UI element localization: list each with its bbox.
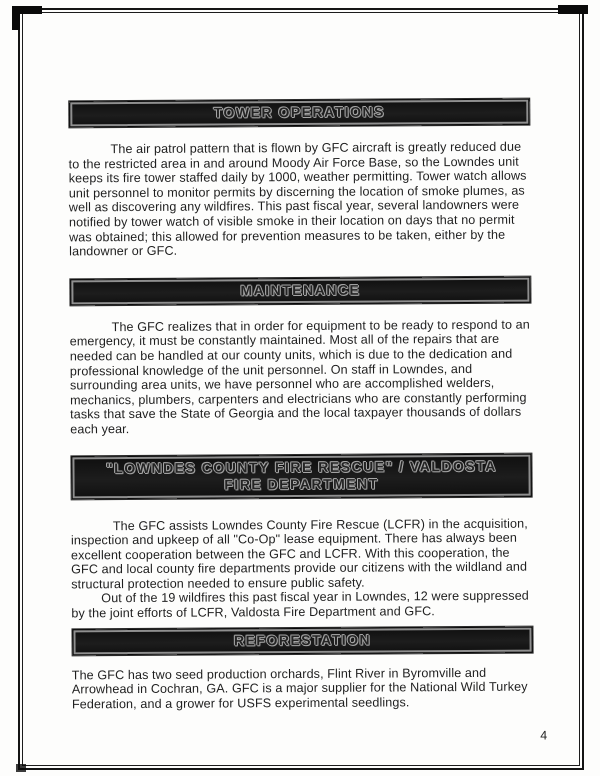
paragraph: The GFC has two seed production orchards, Flint River in Byromville and Arrowhead in Cochran, GA. GFC is a major supplier for the National Wild Turkey Federation, and a grower for USFS experimental seedlings.	[71, 665, 528, 712]
section-title: REFORESTATION	[233, 631, 372, 649]
section-header-banner	[72, 626, 532, 655]
paragraph: The GFC realizes that in order for equipment to be ready to respond to an emergency, it must be constantly maintained. Most all of the repairs that are needed can be handled at our county units, which is due to the dedication and professional knowledge of the unit personnel. On staff in Lowndes, and surrounding area units, we have personnel who are accomplished welders, mechanics, plumbers, carpenters and electricians who are constantly performing tasks that save the State of Georgia and the local taxpayer thousands of dollars each year.	[69, 317, 530, 437]
section-title: MAINTENANCE	[240, 281, 361, 299]
paragraph: Out of the 19 wildfires this past fiscal year in Lowndes, 12 were suppressed by the joint efforts of LCFR, Valdosta Fire Department and GFC.	[71, 589, 529, 621]
section-maintenance	[69, 276, 532, 437]
paragraph: The GFC assists Lowndes County Fire Rescue (LCFR) in the acquisition, inspection and upkeep of all "Co-Op" lease equipment. There has always been excellent cooperation between the GFC and LCFR. With this cooperation, the GFC and local county fire departments provide our citizens with the wildland and structural protection needed to ensure public safety.	[70, 516, 528, 592]
section-header-banner	[69, 99, 529, 128]
section-reforestation	[71, 626, 533, 712]
paragraph: The air patrol pattern that is flown by GFC aircraft is greatly reduced due to the restricted area in and around Moody Air Force Base, so the Lowndes unit keeps its fire tower staffed daily by 1000, weather permitting. Tower watch allows unit personnel to monitor permits by discerning the location of smoke plumes, as well as discovering any wildfires. This past fiscal year, several landowners were notified by tower watch of visible smoke in their location on days that no permit was obtained; this allowed for prevention measures to be taken, either by the landowner or GFC.	[68, 139, 527, 259]
section-title: TOWER OPERATIONS	[213, 103, 386, 121]
page-number: 4	[540, 728, 548, 743]
section-header-banner	[71, 453, 531, 499]
section-lowndes-fire-rescue-valdosta	[70, 453, 533, 621]
section-tower-operations	[68, 99, 531, 260]
section-header-banner	[70, 276, 530, 305]
section-title: "LOWNDES COUNTY FIRE RESCUE" / VALDOSTA FIRE DEPARTMENT	[106, 457, 497, 492]
